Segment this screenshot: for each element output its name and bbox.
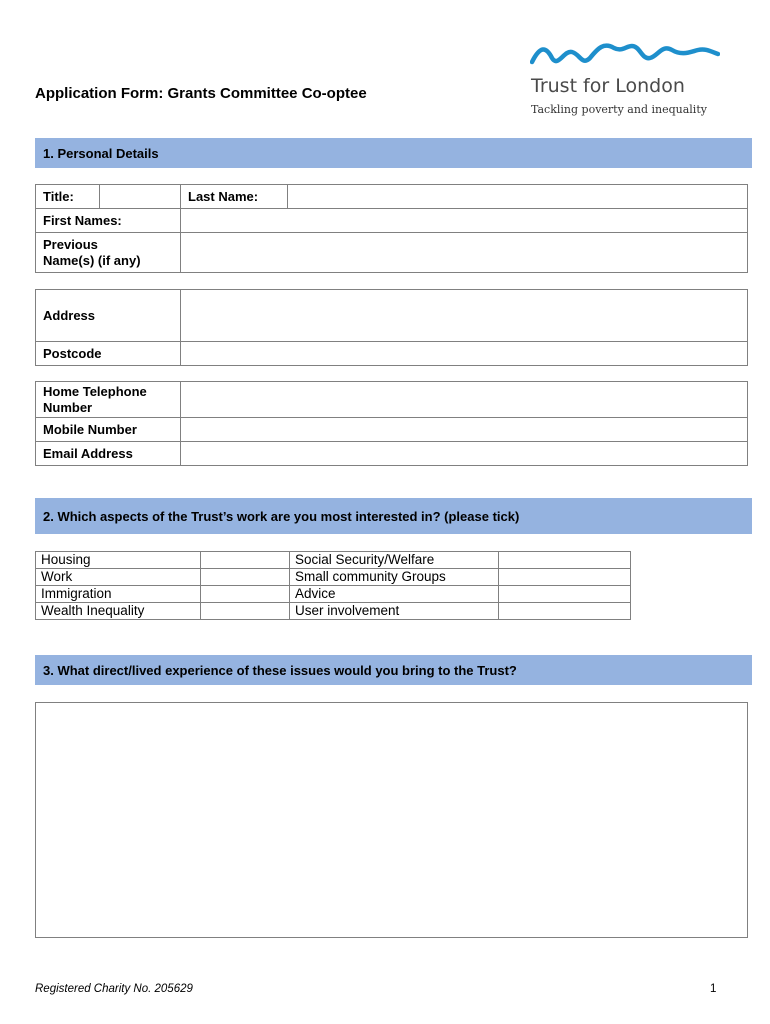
aspect-label: Social Security/Welfare: [290, 552, 499, 569]
river-wave-icon: [530, 40, 720, 74]
first-names-input[interactable]: [181, 209, 748, 233]
first-names-label: First Names:: [36, 209, 181, 233]
aspect-row: [36, 569, 631, 586]
aspect-tick-box[interactable]: [201, 552, 290, 569]
mobile-input[interactable]: [181, 418, 748, 442]
last-name-label: Last Name:: [181, 185, 288, 209]
charity-number: Registered Charity No. 205629: [35, 983, 193, 995]
address-input[interactable]: [181, 290, 748, 342]
title-input[interactable]: [100, 185, 181, 209]
aspect-tick-box[interactable]: [499, 586, 631, 603]
postcode-input[interactable]: [181, 342, 748, 366]
aspect-tick-box[interactable]: [201, 586, 290, 603]
aspect-tick-box[interactable]: [499, 603, 631, 620]
page-number: 1: [710, 983, 717, 995]
aspect-tick-box[interactable]: [201, 603, 290, 620]
home-phone-label-line1: Home Telephone: [43, 383, 147, 399]
aspect-tick-box[interactable]: [201, 569, 290, 586]
contact-table: [35, 381, 748, 466]
section-personal-details-heading: 1. Personal Details: [35, 138, 752, 168]
home-phone-label: [36, 382, 181, 418]
aspects-table: [35, 551, 631, 620]
aspect-label: Advice: [290, 586, 499, 603]
aspect-row: [36, 603, 631, 620]
address-table: [35, 289, 748, 366]
aspect-row: [36, 552, 631, 569]
mobile-label: Mobile Number: [36, 418, 181, 442]
logo-tagline: Tackling poverty and inequality: [531, 103, 707, 116]
aspect-row: [36, 586, 631, 603]
aspect-tick-box[interactable]: [499, 569, 631, 586]
form-title: Application Form: Grants Committee Co-optee: [35, 85, 367, 102]
aspect-tick-box[interactable]: [499, 552, 631, 569]
aspect-label: Immigration: [36, 586, 201, 603]
title-label: Title:: [36, 185, 100, 209]
logo-name: Trust for London: [531, 75, 685, 97]
aspect-label: Housing: [36, 552, 201, 569]
personal-details-table: [35, 184, 748, 273]
previous-names-label: [36, 233, 181, 273]
previous-names-label-line2: Name(s) (if any): [43, 252, 141, 268]
previous-names-input[interactable]: [181, 233, 748, 273]
aspect-label: Small community Groups: [290, 569, 499, 586]
postcode-label: Postcode: [36, 342, 181, 366]
trust-for-london-logo: [530, 40, 730, 120]
last-name-input[interactable]: [288, 185, 748, 209]
aspect-label: Work: [36, 569, 201, 586]
address-label: Address: [36, 290, 181, 342]
email-input[interactable]: [181, 442, 748, 466]
home-phone-input[interactable]: [181, 382, 748, 418]
home-phone-label-line2: Number: [43, 399, 93, 415]
email-label: Email Address: [36, 442, 181, 466]
aspect-label: Wealth Inequality: [36, 603, 201, 620]
previous-names-label-line1: Previous: [43, 236, 98, 252]
aspect-label: User involvement: [290, 603, 499, 620]
section-experience-heading: 3. What direct/lived experience of these issues would you bring to the Trust?: [35, 655, 752, 685]
section-aspects-heading: 2. Which aspects of the Trust’s work are you most interested in? (please tick): [35, 498, 752, 534]
experience-answer-box[interactable]: [35, 702, 748, 938]
